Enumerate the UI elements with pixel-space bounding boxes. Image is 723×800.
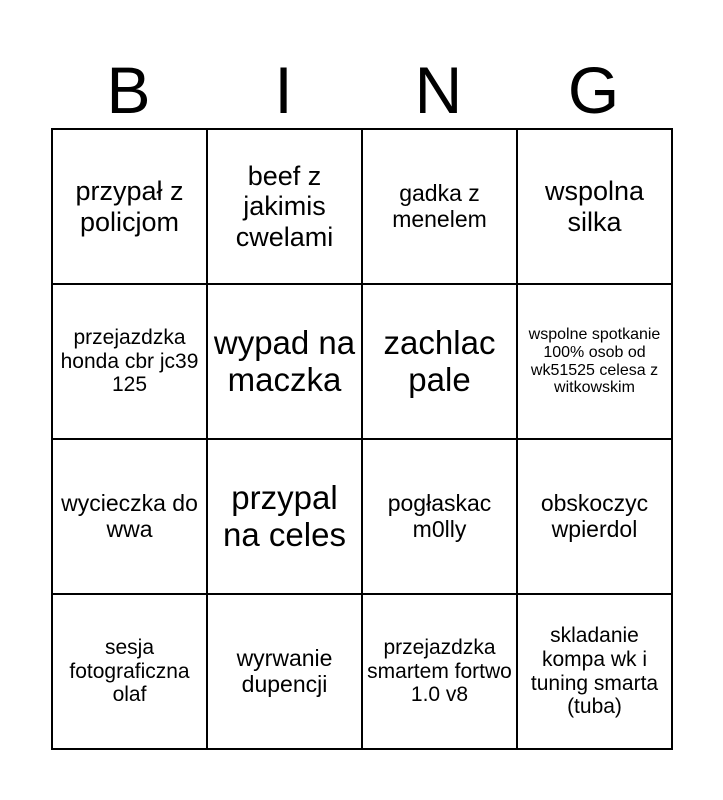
header-letter-i: I <box>274 53 293 127</box>
bingo-cell[interactable]: zachlac pale <box>362 284 517 439</box>
grid-row <box>52 594 672 749</box>
header-letter-b: B <box>106 53 151 127</box>
bingo-grid <box>51 128 673 750</box>
grid-row <box>52 439 672 594</box>
bingo-cell[interactable]: przejazdzka smartem fortwo 1.0 v8 <box>362 594 517 749</box>
bingo-cell[interactable]: wyrwanie dupencji <box>207 594 362 749</box>
bingo-cell[interactable]: wycieczka do wwa <box>52 439 207 594</box>
bingo-cell[interactable]: wspolne spotkanie 100% osob od wk51525 celesa z witkowskim <box>517 284 672 439</box>
header-letter-g: G <box>567 53 620 127</box>
bingo-cell[interactable]: skladanie kompa wk i tuning smarta (tuba) <box>517 594 672 749</box>
bingo-cell[interactable]: przypał z policjom <box>52 129 207 284</box>
bingo-cell[interactable]: beef z jakimis cwelami <box>207 129 362 284</box>
bingo-cell[interactable]: pogłaskac m0lly <box>362 439 517 594</box>
header-letter-n: N <box>414 53 463 127</box>
bingo-cell[interactable]: sesja fotograficzna olaf <box>52 594 207 749</box>
bingo-cell[interactable]: wspolna silka <box>517 129 672 284</box>
grid-row <box>52 284 672 439</box>
bingo-header <box>51 52 671 128</box>
bingo-cell[interactable]: wypad na maczka <box>207 284 362 439</box>
bingo-cell[interactable]: gadka z menelem <box>362 129 517 284</box>
bingo-cell[interactable]: przypal na celes <box>207 439 362 594</box>
grid-row <box>52 129 672 284</box>
bingo-cell[interactable]: obskoczyc wpierdol <box>517 439 672 594</box>
bingo-cell[interactable]: przejazdzka honda cbr jc39 125 <box>52 284 207 439</box>
